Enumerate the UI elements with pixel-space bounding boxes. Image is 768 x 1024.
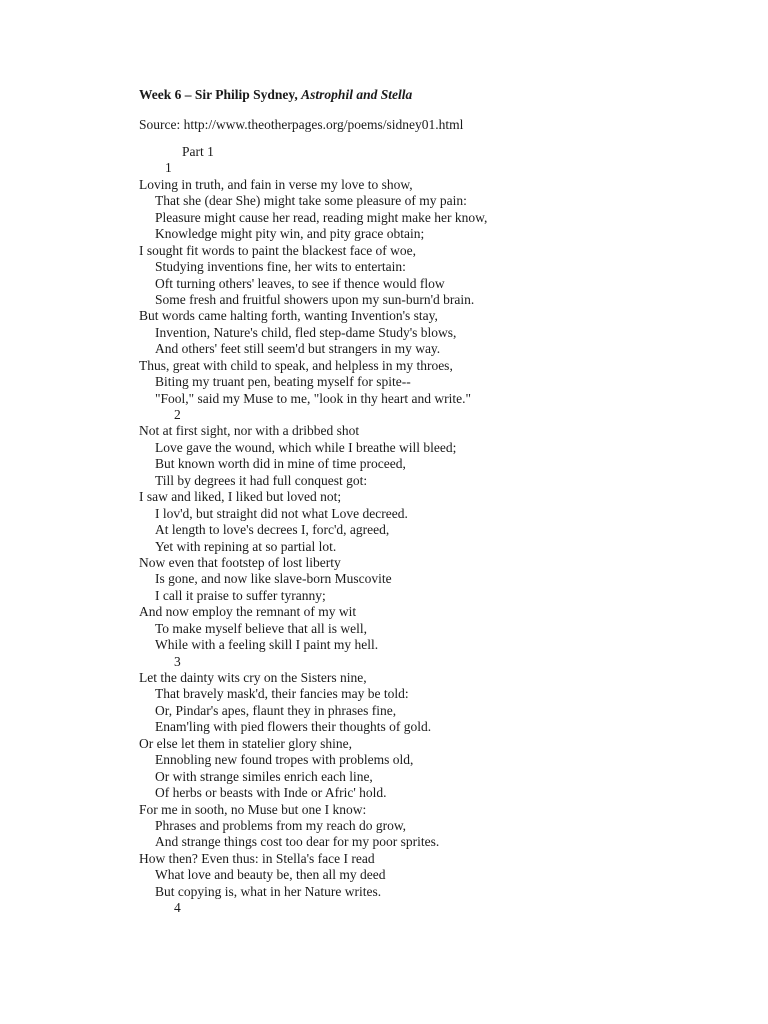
poem-line: I call it praise to suffer tyranny; [155,587,326,603]
poem-line: Till by degrees it had full conquest got: [155,472,368,488]
sonnet-number: 3 [174,653,181,669]
title-text: Week 6 – Sir Philip Sydney, [139,87,302,102]
poem-line: I saw and liked, I liked but loved not; [139,489,342,505]
source-line: Source: http://www.theotherpages.org/poems/sidney01.html [139,117,464,132]
poem-line: Loving in truth, and fain in verse my love to show, [139,176,413,192]
poem-line: But words came halting forth, wanting Invention's stay, [139,308,438,324]
sonnet-number: 4 [174,900,181,916]
poem-line: For me in sooth, no Muse but one I know: [139,801,367,817]
poem-line: Pleasure might cause her read, reading might make her know, [155,209,488,225]
poem-line: Knowledge might pity win, and pity grace obtain; [155,226,425,242]
sonnet-number: 1 [165,160,172,176]
title-work-italic: Astrophil and Stella [301,87,413,102]
poem-line: Studying inventions fine, her wits to entertain: [155,259,406,275]
poem-line: Some fresh and fruitful showers upon my sun-burn'd brain. [155,291,475,307]
poem-line: Phrases and problems from my reach do grow, [155,817,407,833]
poem-line: I lov'd, but straight did not what Love decreed. [155,505,408,521]
poem-line: Yet with repining at so partial lot. [155,538,337,554]
poem-line: Biting my truant pen, beating myself for spite-- [155,374,411,390]
poem-line: What love and beauty be, then all my deed [155,867,386,883]
sonnet-number: 2 [174,407,181,423]
poem-line: How then? Even thus: in Stella's face I read [139,850,375,866]
poem-line: Love gave the wound, which while I breathe will bleed; [155,439,457,455]
poem-line: And strange things cost too dear for my poor sprites. [155,834,440,850]
poem-line: I sought fit words to paint the blackest face of woe, [139,242,417,258]
poem-line: Or, Pindar's apes, flaunt they in phrases fine, [155,702,397,718]
poem-line: At length to love's decrees I, forc'd, agreed, [155,522,390,538]
poem-line: Or else let them in statelier glory shine, [139,735,352,751]
poem-line: To make myself believe that all is well, [155,620,367,636]
poem-line: Invention, Nature's child, fled step-dame Study's blows, [155,324,457,340]
poem-line: Now even that footstep of lost liberty [139,554,341,570]
poem-line: Oft turning others' leaves, to see if thence would flow [155,275,445,291]
poem-line: That bravely mask'd, their fancies may be told: [155,686,409,702]
poem-line: While with a feeling skill I paint my hell. [155,637,379,653]
document-page [139,86,739,917]
poem-line: But copying is, what in her Nature writes. [155,883,382,899]
poem-line: Of herbs or beasts with Inde or Afric' hold. [155,785,387,801]
poem-line: Let the dainty wits cry on the Sisters nine, [139,670,367,686]
part-label: Part 1 [182,144,214,159]
poem-line: Enam'ling with pied flowers their thoughts of gold. [155,719,432,735]
poem-line: And now employ the remnant of my wit [139,604,357,620]
poem-line: Ennobling new found tropes with problems old, [155,752,414,768]
poem-line: And others' feet still seem'd but strangers in my way. [155,341,441,357]
poem-line: That she (dear She) might take some pleasure of my pain: [155,193,467,209]
poem-line: Not at first sight, nor with a dribbed shot [139,423,360,439]
poem-line: But known worth did in mine of time proceed, [155,456,406,472]
poem-body [139,160,739,916]
poem-line: Thus, great with child to speak, and helpless in my throes, [139,357,453,373]
poem-line: Is gone, and now like slave-born Muscovite [155,571,392,587]
poem-line: "Fool," said my Muse to me, "look in thy heart and write." [155,390,472,406]
document-title [139,86,739,104]
poem-line: Or with strange similes enrich each line, [155,768,373,784]
